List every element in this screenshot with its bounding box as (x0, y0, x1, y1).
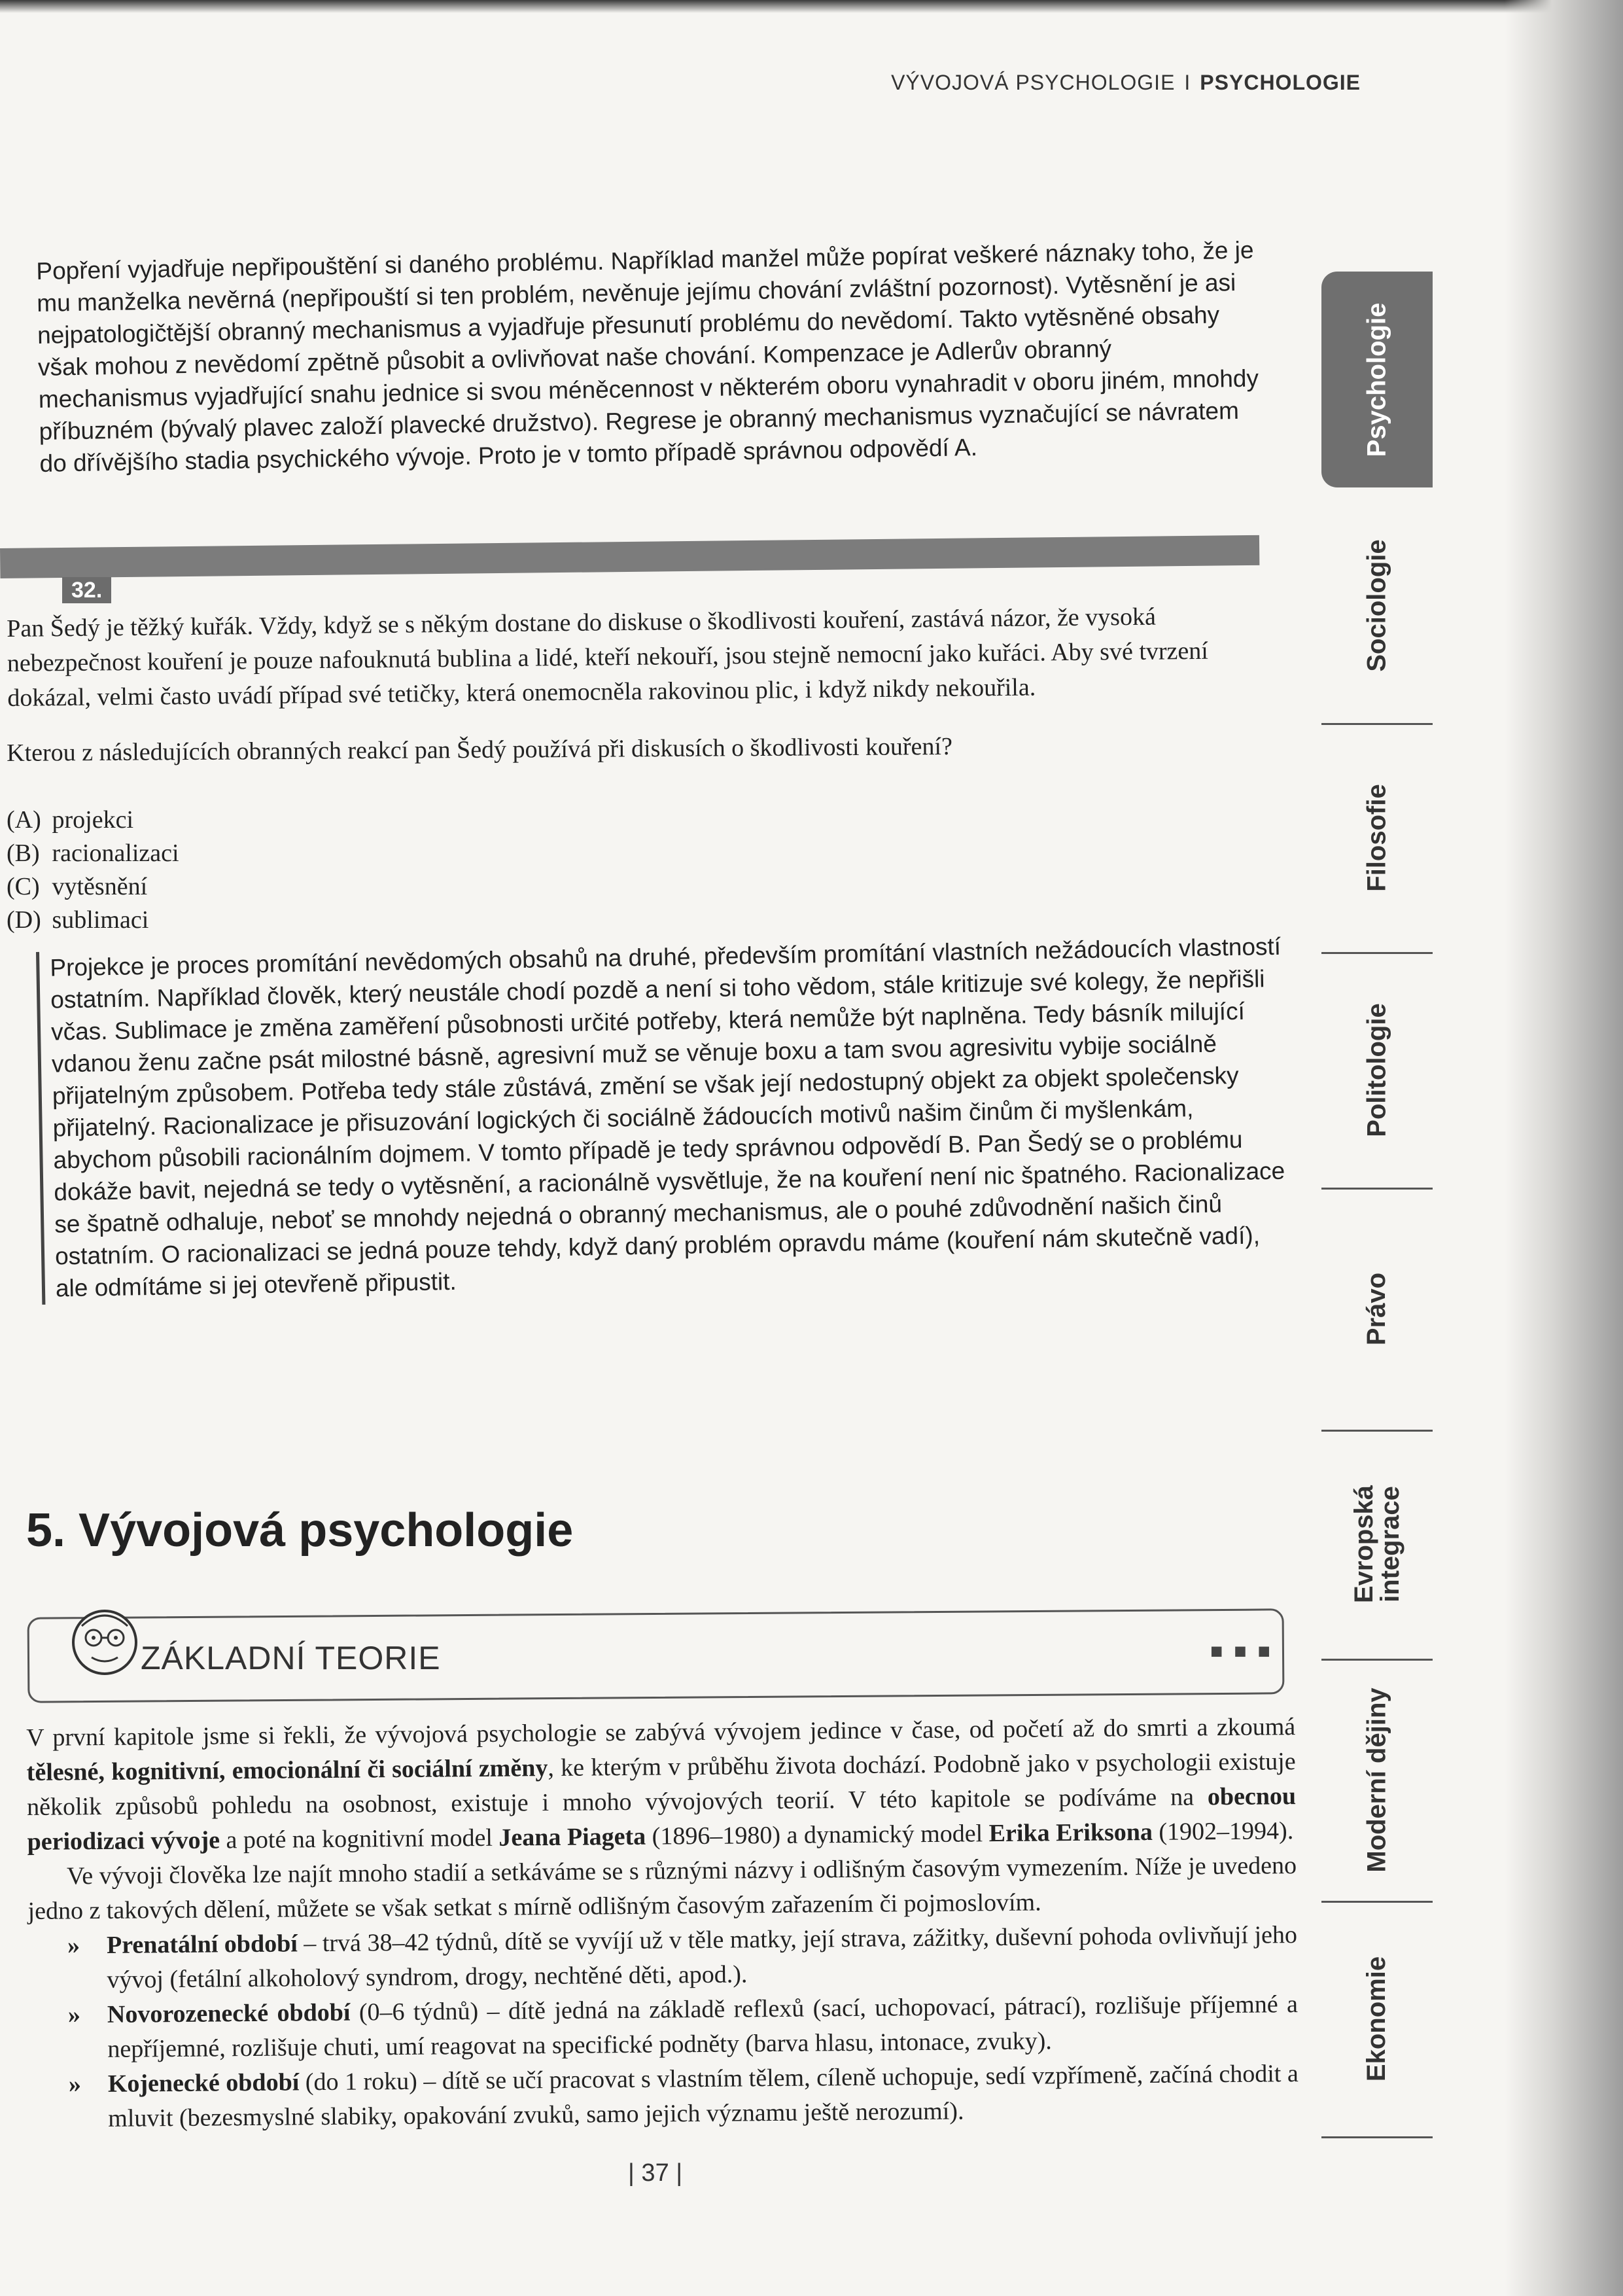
tab-label: Politologie (1362, 1002, 1391, 1137)
text-run: (1896–1980) a dynamický model (646, 1820, 989, 1850)
header-section: VÝVOJOVÁ PSYCHOLOGIE (891, 71, 1176, 94)
question-prompt: Kterou z následujících obranných reakcí pan Šedý používá při diskusích o škodlivosti kouření? (7, 732, 953, 767)
text-run: a poté na kognitivní model (219, 1824, 499, 1854)
list-item-text: (0–6 týdnů) – dítě jedná na základě reflexů (sací, uchopovací, pátrací), rozlišuje příjemné a nepříjemné, rozlišuje chuti, umí reagovat na specifické podněty (barva hlasu, intonace, zvuky). (107, 1990, 1299, 2063)
option-text: projekci (52, 806, 134, 834)
answer-explanation: Projekce je proces promítání nevědomých obsahů na druhé, především promítání vlastních nežádoucích vlastností ostatním. Například člověk, který neustále chodí pozdě a není si toho vědom, stále kritizuje své kolegy, že nepřišli včas. Sublimace je změna zaměření působnosti určité potřeby, která nemůže být naplněna. Tedy básník milující vdanou ženu začne psát milostné básně, agresivní muž se věnuje boxu a tam svou agresivitu vybije sociálně přijatelným způsobem. Potřeba tedy stále zůstává, změní se však její nedostupný objekt za objekt společensky přijatelný. Racionalizace je přisuzování logických či sociálně žádoucích motivů našim činům či myšlenkám, abychom působili racionálním dojmem. V tomto případě je tedy správnou odpovědí B. Pan Šedý se o problému dokáže bavit, nejedná se tedy o vytěsnění, a racionálně vysvětluje, že na kouření není nic špatného. Racionalizace se špatně odhaluje, neboť se mnohdy nejedná o obranný mechanismus, ale o pouhé zdůvodnění našich činů ostatním. O racionalizaci se jedná pouze tehdy, když daný problém opravdu máme (kouření nám skutečně vadí), ale odmítáme si jej otevřeně připustit. (36, 930, 1292, 1305)
tab-label-line: integrace (1376, 1486, 1405, 1602)
emphasis: obecnou periodizaci vývoje (27, 1782, 1297, 1856)
tab-pravo[interactable] (1321, 1188, 1433, 1432)
header-subject: PSYCHOLOGIE (1200, 71, 1361, 94)
answer-option (7, 837, 530, 870)
chapter-body (26, 1710, 1299, 2137)
tab-sociologie[interactable] (1321, 487, 1433, 725)
tab-label: Ekonomie (1362, 1956, 1391, 2081)
tab-label: Sociologie (1362, 539, 1391, 672)
tab-moderni-dejiny[interactable] (1321, 1659, 1433, 1903)
answer-option (7, 904, 530, 937)
tab-label (1351, 1485, 1403, 1603)
list-item-text: (do 1 roku) – dítě se učí pracovat s vlastním tělem, cíleně uchopuje, sedí vzpřímeně, začíná chodit a mluvit (bezesmyslné slabiky, opakování zvuků, samo jejich významu ještě nerozumí). (108, 2060, 1299, 2132)
tab-ekonomie[interactable] (1321, 1901, 1433, 2138)
list-item-text: – trvá 38–42 týdnů, dítě se vyvíjí už v těle matky, její strava, zážitky, duševní pohoda ovlivňují jeho vývoj (fetální alkoholový syndrom, drogy, nechtěné děti, apod.). (107, 1921, 1298, 1994)
list-item (29, 2057, 1299, 2137)
running-header (837, 71, 1361, 95)
emphasis: Jeana Piageta (498, 1822, 646, 1852)
question-bar (0, 535, 1259, 578)
list-item-term: Novorozenecké období (107, 1998, 351, 2028)
list-item (28, 1918, 1298, 1998)
tab-label: Moderní dějiny (1362, 1687, 1391, 1873)
question-number: 32. (62, 577, 111, 603)
tab-label: Psychologie (1362, 302, 1391, 457)
page-number: | 37 | (628, 2159, 683, 2187)
header-separator: I (1184, 71, 1191, 94)
answer-options (7, 804, 530, 937)
text-run: , ke kterým v průběhu života dochází. Podobně jako v psychologii existuje několik způsobů pohledu na osobnost, existuje i mnoho vývojových teorií. V této kapitole se podíváme na (26, 1748, 1296, 1821)
body-paragraph: Ve vývoji člověka lze najít mnoho stadií a setkáváme se s různými názvy i odlišným časovým vymezením. Níže je uvedeno jedno z takových dělení, můžete se však setkat s mírně odlišným časovým zařazením či pojmoslovím. (27, 1852, 1297, 1925)
option-letter: (C) (7, 873, 40, 900)
bullet-mark: » (67, 2001, 81, 2029)
option-letter: (D) (7, 906, 41, 934)
tab-politologie[interactable] (1321, 952, 1433, 1190)
tab-label: Právo (1362, 1272, 1391, 1345)
theory-box-dots: ■ ■ ■ (1210, 1639, 1273, 1663)
tab-label: Filosofie (1362, 783, 1391, 892)
page-gutter-shadow (1505, 0, 1623, 2296)
option-letter: (A) (7, 806, 41, 834)
option-letter: (B) (7, 839, 40, 867)
option-text: racionalizaci (52, 839, 179, 867)
tab-psychologie[interactable] (1321, 272, 1433, 487)
question-text: Pan Šedý je těžký kuřák. Vždy, když se s někým dostane do diskuse o škodlivosti kouření, zastává názor, že vysoká nebezpečnost kouření je pouze nafouknutá bublina a lidé, kteří nekouří, jsou stejně nemocní jako kuřáci. Aby své tvrzení dokázal, velmi často uvádí případ své tetičky, která onemocněla rakovinou plic, i když nikdy nekouřila. (7, 603, 1209, 712)
list-item (29, 1987, 1299, 2068)
chapter-title: 5. Vývojová psychologie (26, 1504, 574, 1557)
option-text: vytěsnění (52, 873, 148, 900)
option-text: sublimaci (52, 906, 149, 934)
list-item-term: Prenatální období (106, 1930, 298, 1959)
answer-option (7, 870, 530, 904)
tab-label-line: Evropská (1350, 1485, 1379, 1604)
intro-paragraph: Popření vyjadřuje nepřipouštění si daného problému. Například manžel může popírat veškeré náznaky toho, že je mu manželka nevěrná (nepřipouští si ten problém, nevěnuje jejímu chování zvláštní pozornost). Vytěsnění je asi nejpatologičtější obranný mechanismus a vyjadřuje přesunutí problému do nevědomí. Takto vytěsněné obsahy však mohou z nevědomí zpětně působit a ovlivňovat naše chování. Kompenzace je Adlerův obranný mechanismus vyjadřující snahu jednice si svou méněcennost v některém oboru vynahradit v oboru jiném, mnohdy příbuzném (bývalý plavec založí plavecké družstvo). Regrese je obranný mechanismus vyznačující se návratem do dřívějšího stadia psychického vývoje. Proto je v tomto případě správnou odpovědí A. (36, 236, 1259, 477)
text-run: V první kapitole jsme si řekli, že vývojová psychologie se zabývá vývojem jedince v čase, od početí až do smrti a zkoumá (26, 1713, 1296, 1752)
emphasis: Erika Eriksona (988, 1818, 1153, 1848)
bullet-mark: » (67, 1932, 80, 1960)
tab-filosofie[interactable] (1321, 723, 1433, 954)
page-edge-shadow (0, 0, 1623, 13)
theory-box-title: ZÁKLADNÍ TEORIE (141, 1640, 441, 1676)
body-paragraph (26, 1710, 1297, 1860)
list-item-term: Kojenecké období (107, 2068, 300, 2098)
text-run: (1902–1994). (1152, 1817, 1294, 1846)
thinking-face-icon (69, 1606, 141, 1682)
emphasis: tělesné, kognitivní, emocionální či sociální změny (26, 1754, 548, 1786)
answer-option (7, 804, 530, 837)
bullet-mark: » (68, 2070, 82, 2098)
tab-evropska-integrace[interactable] (1321, 1430, 1433, 1661)
